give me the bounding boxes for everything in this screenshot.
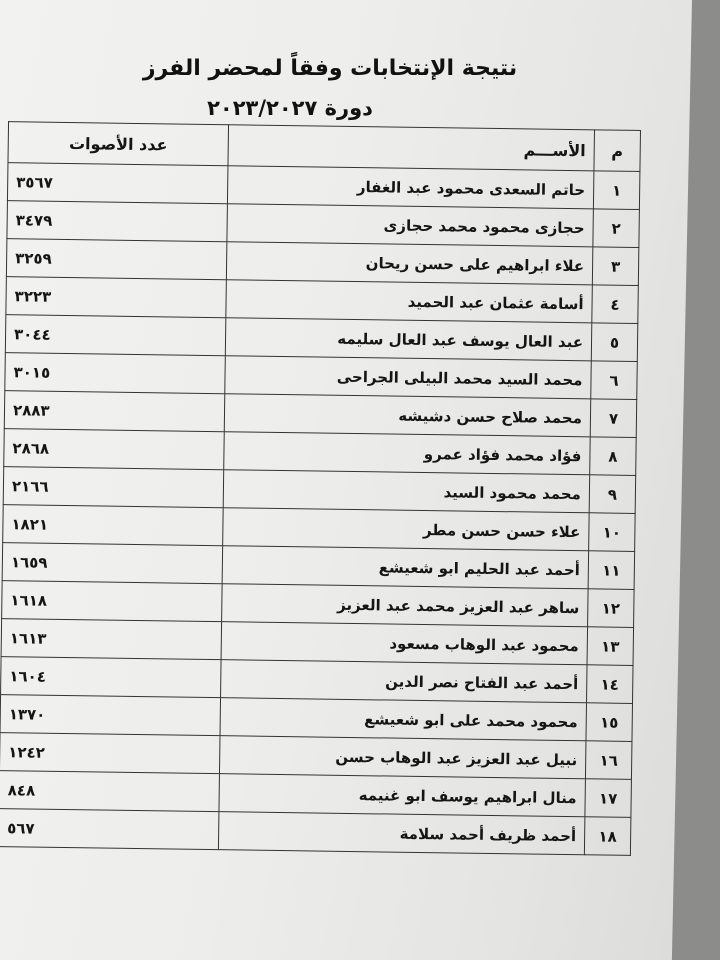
cell-votes: ١٦١٨ [2,581,223,622]
document-subtitle: دورة ٢٠٢٣/٢٠٢٧ [207,96,373,120]
cell-name: منال ابراهيم يوسف ابو غنيمه [219,774,585,817]
cell-num: ٢ [593,209,640,248]
results-table [0,121,641,856]
cell-votes: ٣٠٤٤ [5,315,226,356]
header-num: م [594,130,641,172]
cell-num: ٩ [589,475,636,514]
cell-num: ١٥ [586,703,633,742]
cell-num: ٥ [591,323,638,362]
cell-votes: ٢٨٦٨ [4,429,225,470]
cell-name: أسامة عثمان عبد الحميد [226,280,592,323]
cell-name: محمد صلاح حسن دشيشه [224,394,590,437]
cell-name: فؤاد محمد فؤاد عمرو [224,432,590,475]
header-name: الأســـم [228,125,595,171]
cell-votes: ١٨٢١ [3,505,224,546]
cell-num: ١ [593,171,640,210]
cell-name: عبد العال يوسف عبد العال سليمه [225,318,591,361]
cell-votes: ١٦١٣ [1,619,222,660]
cell-num: ١٧ [585,779,632,818]
cell-num: ٨ [590,437,637,476]
cell-name: محمود محمد على ابو شعيشع [220,698,586,741]
table-body [0,163,640,856]
cell-votes: ٣٠١٥ [5,353,226,394]
cell-votes: ١٦٥٩ [2,543,223,584]
cell-num: ٤ [592,285,639,324]
cell-num: ١١ [588,551,635,590]
cell-votes: ٣٢٥٩ [6,239,227,280]
cell-num: ٣ [592,247,639,286]
cell-num: ٧ [590,399,637,438]
cell-votes: ١٢٤٢ [0,733,220,774]
cell-votes: ١٣٧٠ [0,695,221,736]
cell-name: علاء ابراهيم على حسن ريحان [226,242,592,285]
cell-name: أحمد ظريف أحمد سلامة [218,812,584,855]
cell-num: ٦ [591,361,638,400]
cell-num: ١٣ [587,627,634,666]
cell-num: ١٢ [588,589,635,628]
cell-num: ١٦ [585,741,632,780]
cell-votes: ٨٤٨ [0,771,219,812]
cell-votes: ٣٥٦٧ [7,163,228,204]
cell-votes: ٥٦٧ [0,809,219,850]
header-votes: عدد الأصوات [8,122,229,166]
cell-votes: ١٦٠٤ [1,657,222,698]
cell-name: أحمد عبد الفتاح نصر الدين [221,660,587,703]
cell-votes: ٢١٦٦ [3,467,224,508]
cell-votes: ٣٤٧٩ [7,201,228,242]
cell-num: ١٠ [589,513,636,552]
cell-name: محمد محمود السيد [223,470,589,513]
cell-name: حجازى محمود محمد حجازى [227,204,593,247]
cell-name: علاء حسن حسن مطر [223,508,589,551]
table-row [0,809,631,856]
cell-votes: ٣٢٢٣ [6,277,227,318]
cell-name: حاتم السعدى محمود عبد الغفار [227,166,593,209]
cell-name: نبيل عبد العزيز عبد الوهاب حسن [219,736,585,779]
cell-name: محمد السيد محمد البيلى الجراحى [225,356,591,399]
cell-name: محمود عبد الوهاب مسعود [221,622,587,665]
cell-name: ساهر عبد العزيز محمد عبد العزيز [222,584,588,627]
document-title: نتيجة الإنتخابات وفقاً لمحضر الفرز [142,56,518,81]
cell-votes: ٢٨٨٣ [4,391,225,432]
cell-num: ١٤ [586,665,633,704]
cell-num: ١٨ [584,817,631,856]
cell-name: أحمد عبد الحليم ابو شعيشع [222,546,588,589]
